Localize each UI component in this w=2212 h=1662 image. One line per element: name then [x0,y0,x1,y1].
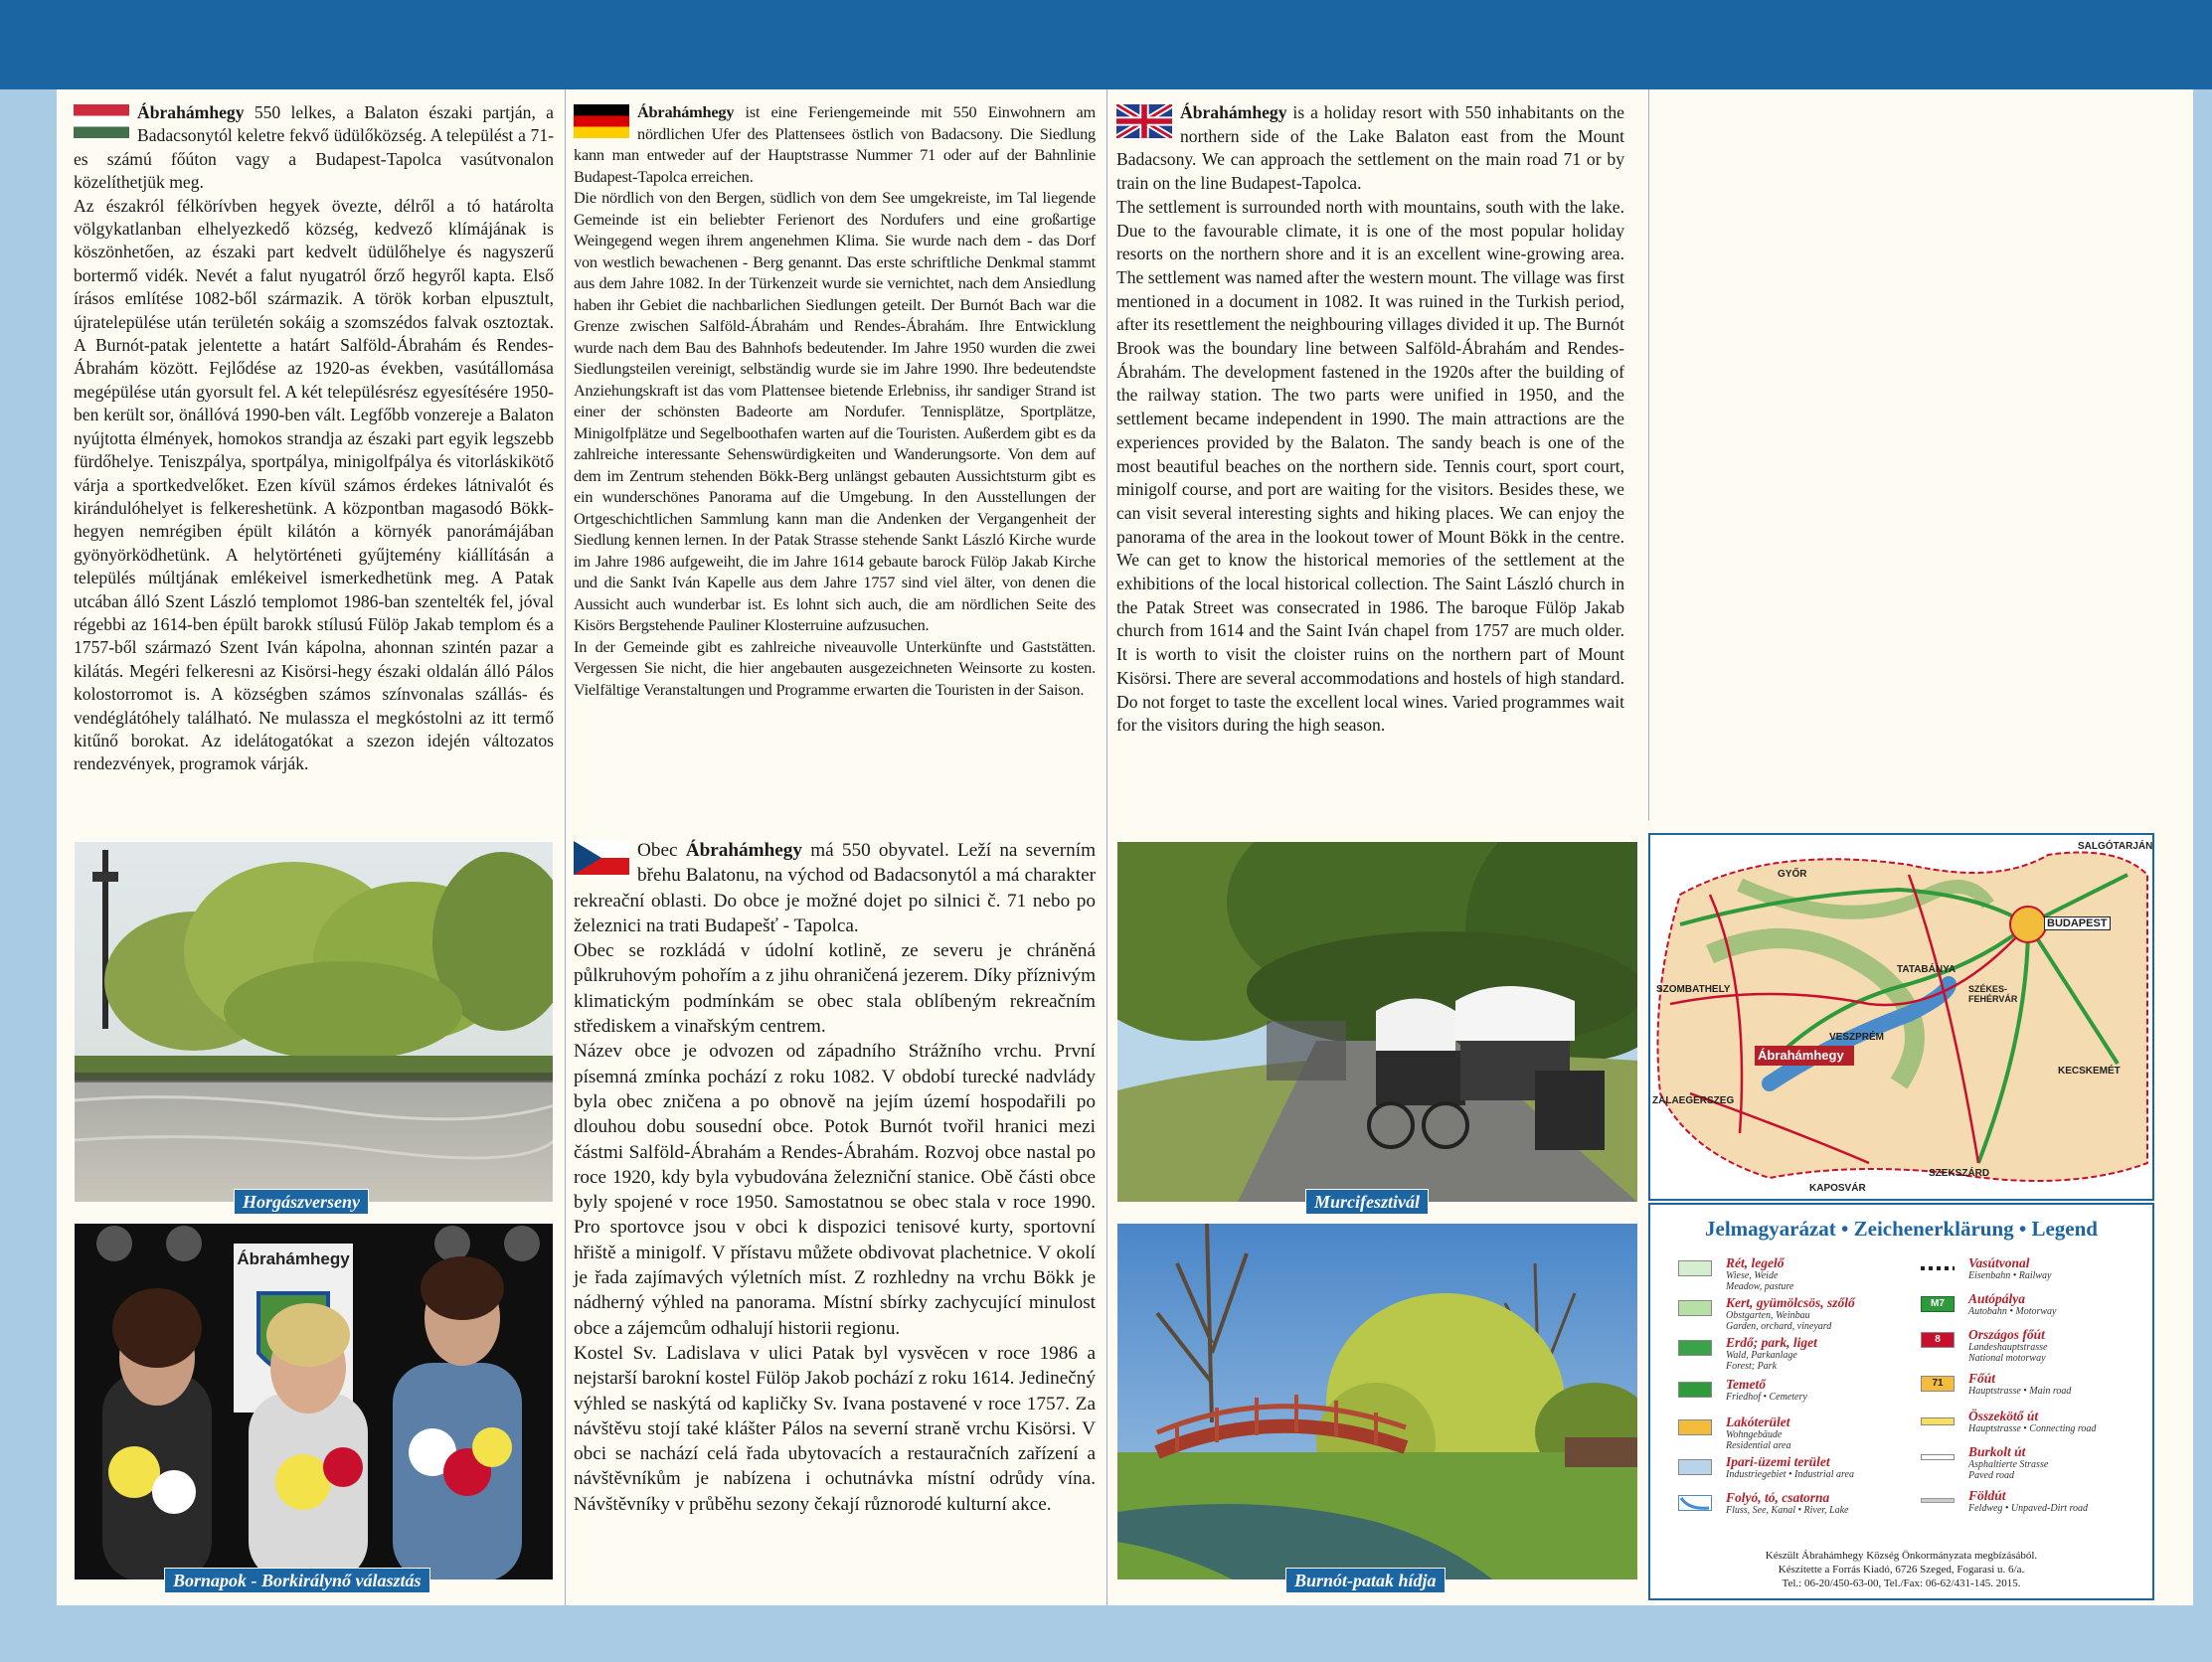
map-city-kecskemet: KECSKEMÉT [2058,1066,2121,1077]
hungarian-intro: 550 lelkes, a Balaton északi partján, a Badacsonytól keletre fekvő üdülőközség. A települést a 71-es számú főúton vagy a Budapest-Tapolca vasútvonalon közelíthetjük meg. [74,102,554,193]
english-body: The settlement is surrounded north with mountains, south with the lake. Due to the favourable climate, it is one of the most popular holiday resorts on the northern shore and it is an excellent wine-growing area. The settlement was named after the western mount. The village was first mentioned in a document in 1082. It was ruined in the Turkish period, after its resettlement the neighbouring villages divided it up. The Burnót Brook was the boundary line between Salföld-Ábrahám and Rendes-Ábrahám. The development fastened in the 1920s after the building of the railway station. The two parts were unified in 1950, and the settlement became independent in 1990. The main attractions are the experiences provided by the Balaton. The sandy beach is one of the most beautiful beaches on the northern side. Tennis court, sport court, minigolf course, and port are waiting for the visitors. Besides these, we can visit several interesting sights and hiking places. We can enjoy the panorama of the area in the lookout tower of Mount Bökk in the centre. We can get to know the historical memories of the settlement at the exhibitions of the local historical collection. The Saint László church in the Patak Street was consecrated in 1986. The baroque Fülöp Jakab church from 1614 and the Saint Iván chapel from 1757 are much older. It is worth to visit the cloister ruins on the northern part of Mount Kisörsi. There are several accommodations and hostels of high standard. Do not forget to taste the excellent local wines. Varied programmes wait for the visitors during the high season. [1116,196,1624,736]
header-bar [0,0,2212,89]
credits-line: Tel.: 06-20/450-63-00, Tel./Fax: 06-62/431-145. 2015. [1782,1578,2021,1589]
legend-sub: Asphaltierte Strasse [1968,1459,2049,1470]
credits-line: Készítette a Forrás Kiadó, 6726 Szeged, Fogarasi u. 6/a. [1778,1564,2025,1576]
legend-label: Kert, gyümölcsös, szőlő [1726,1295,1855,1310]
legend-sub: Landeshauptstrasse [1968,1342,2048,1353]
motorway-icon: M7 [1921,1296,1955,1312]
legend-sub: Wald, Parkanlage [1726,1350,1797,1361]
english-intro: is a holiday resort with 550 inhabitants on the northern side of the Lake Balaton east from the Mount Badacsony. We can approach the settlement on the main road 71 or by train on the line Budapest-Tapolca. [1116,102,1624,194]
legend-swatch [1678,1419,1712,1435]
map-legend [1648,1203,2154,1600]
czech-text [574,838,1096,1517]
legend-sub: Feldweg • Unpaved-Dirt road [1968,1503,2089,1514]
legend-label: Összekötő út [1968,1409,2039,1423]
legend-sub: Wiese, Weide [1726,1270,1779,1281]
legend-sub: Hauptstrasse • Connecting road [1968,1423,2097,1434]
photo-fishing [74,841,554,1203]
legend-sub: Hauptstrasse • Main road [1968,1386,2072,1397]
legend-sub: Autobahn • Motorway [1968,1306,2057,1317]
map-city-zalaegerszeg: ZALAEGERSZEG [1652,1095,1735,1106]
hungarian-title: Ábrahámhegy [137,102,245,122]
legend-label: Folyó, tó, csatorna [1726,1490,1830,1505]
legend-item [1921,1327,2149,1364]
legend-swatch [1678,1300,1712,1316]
czech-flag-icon [574,841,629,875]
cemetery-icon [1678,1382,1712,1398]
photo-festival [1116,841,1638,1203]
paved-road-icon [1921,1454,1955,1460]
uk-flag-icon [1116,104,1172,138]
legend-item [1678,1414,1907,1451]
railway-icon [1921,1266,1955,1270]
legend-item [1678,1491,1907,1521]
czech-intro: má 550 obyvatel. Leží na severním břehu Balatonu, na východ od Badacsonytól a má charakter rekreační oblasti. Do obce je možné dojet po silnici č. 71 nebo po železnici na trati Budapešť - Tapolca. [574,840,1096,936]
national-road-icon: 8 [1921,1332,1955,1348]
photo-wine-queen [74,1223,554,1580]
map-city-salgotarjan: SALGÓTARJÁN [2078,841,2153,852]
legend-sub: National motorway [1968,1353,2046,1364]
hungarian-flag-icon [74,104,129,138]
legend-sub: Garden, orchard, vineyard [1726,1321,1832,1332]
legend-swatch [1678,1459,1712,1475]
caption-fishing: Horgászverseny [234,1189,369,1215]
legend-label: Országos főút [1968,1327,2045,1342]
credits [1650,1549,2152,1590]
legend-sub: Forest; Park [1726,1361,1778,1372]
german-body-2: In der Gemeinde gibt es zahlreiche niveauvolle Unterkünfte und Gaststätten. Vergessen Sie nicht, die hier angebauten ausgezeichneten Weinsorte zu kosten. Vielfältige Veranstaltungen und Programme erwarten die Touristen in der Saison. [574,636,1096,699]
banner-text: Ábrahámhegy [237,1249,350,1268]
czech-body-3: Kostel Sv. Ladislava v ulici Patak byl vysvěcen v roce 1986 a nejstarší barokní kostel Fülöp Jakob pochází z roku 1614. Jedinečný výhled se naskýtá od kapličky Sv. Ivana postavené v roce 1757. Za návštěvu stojí také klášter Pálos na severní straně vrchu Kisörsi. V obci se nachází celá řada ubytovacích a restauračních zařízení a návštěvníkům je nabízena i ochutnávka místní odrůdy vína. Návštěvníky v průběhu sezony čekají různorodé kulturní akce. [574,1342,1096,1515]
legend-sub: Eisenbahn • Railway [1968,1270,2052,1281]
czech-title: Ábrahámhegy [685,840,802,861]
czech-body-2: Název obce je odvozen od západního Strážního vrchu. První písemná zmínka pochází z roku 1082. V období turecké nadvlády byla obec zničena a po obnově na jejím území hospodařili po dlouhou dobu sousední obce. Potok Burnót tvořil hranici mezi částmi Salföld-Ábrahám a Rendes-Ábrahám. Rozvoj obce nastal po roce 1920, kdy byla vybudována železniční stanice. Obě části obce byly spojené v roce 1950. Samostatnou se obec stala v roce 1990. Pro sportovce jsou v obci k dispozici tenisové kurty, sportovní hřiště a minigolf. V přístavu můžete obdivovat plachetnice. V okolí je řada zajímavých výletních míst. Z rozhledny na vrchu Bökk je nádherný výhled na panorama. Místní sbírky zachycující minulost obce a zájemcům odhalují historii regionu. [574,1041,1096,1339]
legend-label: Burkolt út [1968,1444,2026,1459]
legend-item [1921,1489,2149,1519]
legend-label: Temető [1726,1377,1766,1392]
english-title: Ábrahámhegy [1180,102,1287,122]
legend-swatch [1678,1260,1712,1276]
legend-item [1921,1444,2149,1481]
legend-label: Lakóterület [1726,1414,1790,1429]
legend-sub: Industriegebiet • Industrial area [1726,1469,1854,1480]
legend-item [1921,1292,2149,1322]
connecting-road-icon [1921,1417,1955,1425]
czech-body: Obec se rozkládá v údolní kotlině, ze severu je chráněná půlkruhovým pohořím a z jihu ohraničená jezerem. Díky příznivým klimatickým podmínkám se obec stala oblíbeným rekreačním střediskem a vinařským centrem. [574,940,1096,1038]
legend-label: Rét, legelő [1726,1255,1785,1270]
legend-item [1921,1410,2149,1439]
map-city-szekesfehervar: SZÉKES- FEHÉRVÁR [1968,984,2018,1004]
region-map [1648,833,2154,1201]
map-city-tatabanya: TATABÁNYA [1897,964,1957,975]
legend-sub: Meadow, pasture [1726,1281,1794,1292]
legend-label: Vasútvonal [1968,1255,2030,1270]
german-title: Ábrahámhegy [637,102,735,121]
legend-sub: Paved road [1968,1470,2015,1481]
legend-item [1678,1335,1907,1372]
column-divider [1648,89,1649,820]
legend-sub: Residential area [1726,1440,1791,1451]
credits-line: Készült Ábrahámhegy Község Önkormányzata megbízásából. [1765,1550,2038,1562]
map-city-budapest: BUDAPEST [2044,916,2111,930]
legend-label: Földút [1968,1488,2006,1503]
legend-label: Ipari-üzemi terület [1726,1454,1830,1469]
photo-bridge [1116,1223,1638,1580]
legend-label: Főút [1968,1371,1996,1386]
column-divider [1106,89,1107,1605]
legend-item [1678,1295,1907,1332]
legend-item [1678,1455,1907,1485]
river-icon [1678,1495,1712,1511]
hungarian-text [74,101,554,776]
german-flag-icon [574,104,629,138]
map-city-gyor: GYŐR [1778,869,1807,880]
main-road-icon: 71 [1921,1376,1955,1392]
caption-wine-queen: Bornapok - Borkirálynő választás [164,1568,430,1593]
legend-item [1921,1256,2149,1286]
dirt-road-icon [1921,1498,1955,1503]
map-highlight-label: Ábrahámhegy [1758,1048,1844,1063]
caption-bridge: Burnót-patak hídja [1285,1568,1446,1593]
legend-sub: Wohngebäude [1726,1429,1783,1440]
map-city-szekszard: SZEKSZÁRD [1929,1168,1990,1179]
legend-item [1678,1378,1907,1408]
german-intro: ist eine Feriengemeinde mit 550 Einwohnern am nördlichen Ufer des Plattensees östlich von Badacsony. Die Siedlung kann man entweder auf der Hauptstrasse Nummer 71 oder auf der Bahnlinie Budapest-Tapolca erreichen. [574,102,1096,186]
caption-festival: Murcifesztivál [1305,1189,1429,1215]
map-city-szombathely: SZOMBATHELY [1656,984,1731,995]
map-city-kaposvar: KAPOSVÁR [1809,1183,1866,1194]
german-text [574,101,1096,700]
legend-sub: Friedhof • Cemetery [1726,1392,1807,1403]
legend-sub: Obstgarten, Weinbau [1726,1310,1810,1321]
legend-swatch [1678,1340,1712,1356]
german-body: Die nördlich von den Bergen, südlich von dem See umgekreiste, im Tal liegende Gemeinde ist ein beliebter Ferienort des Nordufers und eine großartige Weingegend wegen ihrem angenehmen Klima. Sie wurde nach dem - das Dorf von westlich bewachenen - Berg genannt. Das erste schriftliche Denkmal stammt aus dem Jahre 1082. In der Türkenzeit wurde sie vernichtet, nach dem Ansiedlung haben ihr Gebiet die nachbarlichen Siedlungen geteilt. Der Burnót Bach war die Grenze zwischen Salföld-Ábrahám und Rendes-Ábrahám. Ihre Entwicklung wurde nach dem Bau des Bahnhofs bedeutender. Im Jahre 1950 wurden die zwei Siedlungsteilen vereinigt, selbständig wurde sie im Jahre 1990. Ihre bedeutendste Anziehungskraft ist das vom Plattensee bietende Erlebniss, ihr sandiger Strand ist einer der schönsten Badeorte am Nordufer. Tennisplätze, Sportplätze, Minigolfplätze und Segelboothafen warten auf die Touristen. Außerdem gibt es da zahlreiche interessante Sehenswürdigkeiten und Wanderungsorte. Von dem auf dem im Zentrum stehenden Bökk-Berg unlängst gebauten Aussichtsturm gibt es ein wunderschönes Panorama auf die Umgebung. In den Ausstellungen der Ortgeschichtlichen Sammlung kann man die Andenken der Vergangenheit der Siedlung kennen lernen. In der Patak Strasse stehende Sankt László Kirche wurde im Jahre 1986 aufgeweiht, die im Jahre 1614 gebaute barock Fülöp Jakab Kirche und die Sankt Iván Kapelle aus dem Jahre 1757 sind viel älter, von denen die Aussicht auch wunderbar ist. Es lohnt sich auch, die am nördlichen Seite des Kisörs Bergstehende Pauliner Klosterruine aufzusuchen. [574,188,1096,634]
hungarian-body: Az északról félkörívben hegyek övezte, délről a tó határolta völgykatlanban elhelyezkedő község, kedvező klímájának is köszönhetően, az északi part kedvelt üdülőhelye és nagyszerű bortermő vidék. Nevét a falut nyugatról őrző hegyről kapta. Első írásos említése 1082-ből származik. A török korban elpusztult, újratelepülése után területén sokáig a szomszédos falvak osztoztak. A Burnót-patak jelentette a határt Salföld-Ábrahám és Rendes-Ábrahám között. Fejlődése az 1920-as években, vasútállomása megépülése után gyorsult fel. A két településrész egyesítésére 1950-ben került sor, önállóvá 1990-ben vált. Legfőbb vonzereje a Balaton nyújtotta élmények, homokos strandja az északi part egyik legszebb fürdőhelye. Teniszpálya, sportpálya, minigolfpálya és vitorláskikötő várja a sportkedvelőket. Ezen kívül számos érdekes látnivalót és kirándulóhelyet is felkereshetünk. A központban magasodó Bökk-hegyen nemrégiben épült kilátón a környék panorámájában gyönyörködhetünk. A helytörténeti gyűjtemény kiállításán a település múltjának emlékeivel ismerkedhetünk meg. A Patak utcában álló Szent László templomot 1986-ban szentelték fel, jóval régebbi az 1614-ben épült barokk stílusú Fülöp Jakab templom és a 1757-ből származó Szent Iván kápolna, ahonnan szintén pazar a kilátás. Megéri felkeresni az Kisörsi-hegy északi oldalán álló Pálos kolostorromot is. A községben számos színvonalas szállás- és vendéglátóhely található. Ne mulassza el megkóstolni az itt termő kitűnő borokat. Az idelátogatókat a szezon idején változatos rendezvények, programok várják. [74,195,554,774]
czech-pre: Obec [637,840,686,861]
legend-item [1921,1372,2149,1402]
legend-title: Jelmagyarázat • Zeichenerklärung • Legend [1705,1217,2098,1241]
legend-label: Erdő; park, liget [1726,1335,1817,1350]
legend-sub: Fluss, See, Kanal • River, Lake [1726,1505,1849,1516]
column-divider [565,89,566,1605]
legend-item [1678,1255,1907,1292]
map-city-veszprem: VESZPRÉM [1829,1032,1885,1043]
legend-label: Autópálya [1968,1291,2026,1306]
english-text [1116,101,1624,738]
